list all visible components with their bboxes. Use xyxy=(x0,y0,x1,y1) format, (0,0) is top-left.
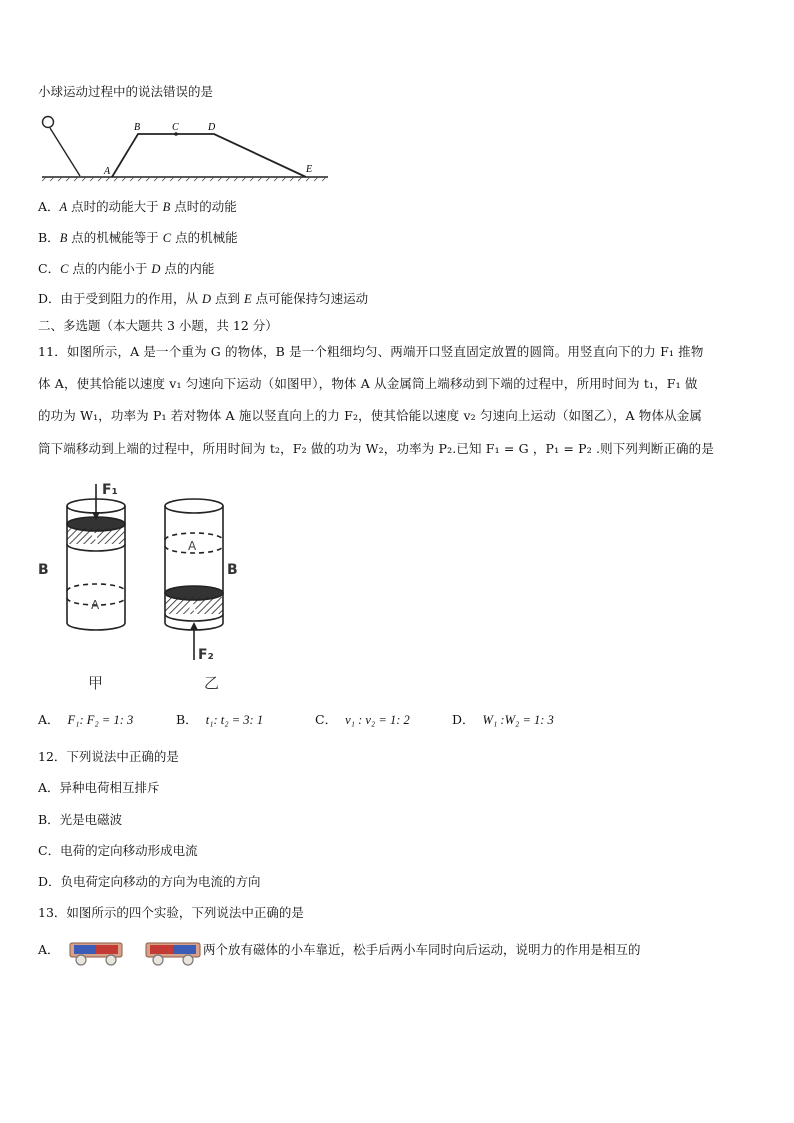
label-B: B xyxy=(134,122,141,133)
q11-line-3: 的功为 W₁，功率为 P₁ 若对物体 A 施以竖直向上的力 F₂，使其恰能以速度 v₂ 匀速向上运动（如图乙），A 物体从金属 xyxy=(38,408,703,423)
q13-stem: 13．如图所示的四个实验，下列说法中正确的是 xyxy=(38,905,304,920)
label-yi: 乙 xyxy=(204,674,220,692)
q11-line-4: 筒下端移动到上端的过程中，所用时间为 t₂，F₂ 做的功为 W₂，功率为 P₂.已知 F₁ = G ，P₁ = P₂ .则下列判断正确的是 xyxy=(38,441,714,456)
magnet-car-right-icon xyxy=(144,937,202,967)
q11-option-c: C． v₁ : v₂ = 1: 2 xyxy=(315,712,410,727)
q13-option-a-text: 两个放有磁体的小车靠近，松手后两小车同时向后运动，说明力的作用是相互的 xyxy=(203,942,641,957)
piston-a-yi-bottom: A xyxy=(188,602,197,615)
label-D: D xyxy=(208,122,216,133)
q11-cylinder-diagram xyxy=(36,478,256,696)
magnet-car-left-icon xyxy=(68,937,124,967)
q11-option-b: B． t₁: t₂ = 3: 1 xyxy=(176,712,264,727)
q11-line-2: 体 A，使其恰能以速度 v₁ 匀速向下运动（如图甲），物体 A 从金属筒上端移动到下端的过程中，所用时间为 t₁，F₁ 做 xyxy=(38,376,698,391)
q12-option-b: B．光是电磁波 xyxy=(38,812,123,827)
q12-stem: 12．下列说法中正确的是 xyxy=(38,749,179,764)
label-C: C xyxy=(172,122,179,133)
q10-option-d: D．由于受到阻力的作用，从 D 点到 E 点可能保持匀速运动 xyxy=(38,291,369,306)
label-E: E xyxy=(306,164,313,175)
piston-a-yi-top: A xyxy=(188,539,197,553)
ball-icon xyxy=(43,117,54,128)
piston-a-jia-top: A xyxy=(90,531,99,544)
label-jia: 甲 xyxy=(88,674,104,692)
q13-option-a-key: A． xyxy=(38,942,60,957)
label-b-right: B xyxy=(227,562,238,578)
q10-option-a: A．A 点时的动能大于 B 点时的动能 xyxy=(38,199,237,214)
q11-line-1: 11．如图所示，A 是一个重为 G 的物体，B 是一个粗细均匀、两端开口竖直固定放置的圆筒。用竖直向下的力 F₁ 推物 xyxy=(38,344,704,359)
q11-option-d: D． W₁ :W₂ = 1: 3 xyxy=(452,712,554,727)
q10-track-diagram xyxy=(38,110,338,186)
q12-option-a: A．异种电荷相互排斥 xyxy=(38,780,160,795)
f2-label: F₂ xyxy=(198,647,214,663)
section-heading: 二、多选题（本大题共 3 小题，共 12 分） xyxy=(38,318,278,333)
q10-option-b: B．B 点的机械能等于 C 点的机械能 xyxy=(38,230,238,245)
f1-label: F₁ xyxy=(102,482,118,498)
q10-stem: 小球运动过程中的说法错误的是 xyxy=(38,84,214,99)
q12-option-d: D．负电荷定向移动的方向为电流的方向 xyxy=(38,874,261,889)
label-b-left: B xyxy=(38,562,49,578)
piston-a-jia-bottom: A xyxy=(91,598,100,612)
q10-option-c: C．C 点的内能小于 D 点的内能 xyxy=(38,261,215,276)
q12-option-c: C．电荷的定向移动形成电流 xyxy=(38,843,198,858)
q11-option-a: A． F₁: F₂ = 1: 3 xyxy=(38,712,134,727)
label-A: A xyxy=(104,166,111,177)
